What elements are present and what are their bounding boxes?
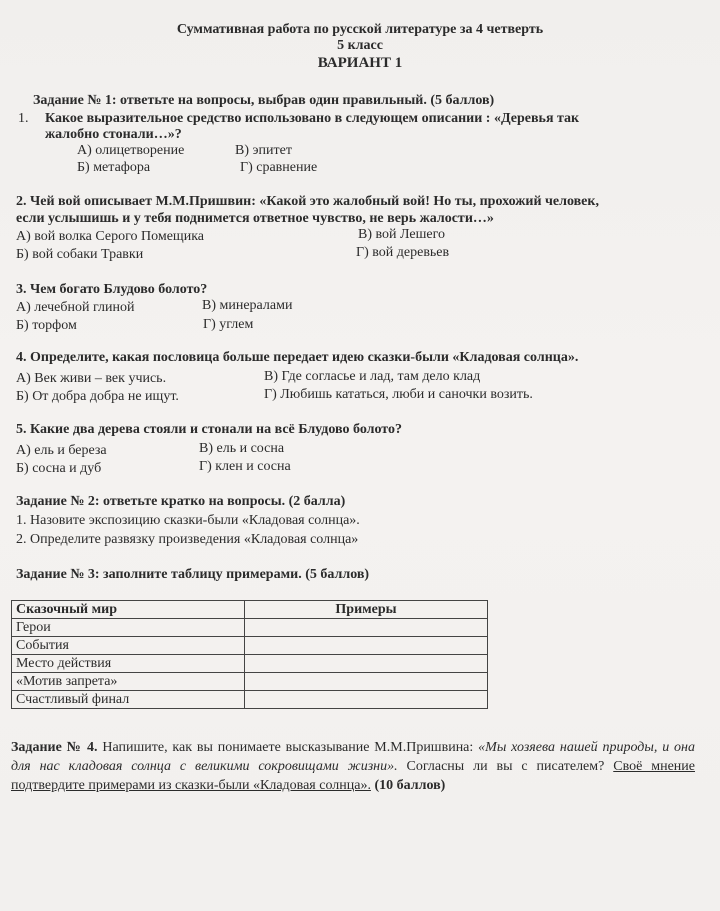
q5-text: 5. Какие два дерева стояли и стонали на всё Блудово болото?: [16, 422, 402, 437]
table-answer-cell[interactable]: [245, 637, 488, 655]
q1-number: 1.: [18, 111, 29, 126]
q4-option-c[interactable]: Б) От добра добра не ищут.: [16, 389, 179, 404]
q2-text-line2: если услышишь и у тебя поднимется ответное чувство, не верь жалости…»: [16, 211, 494, 226]
task4-label: Задание № 4.: [11, 740, 98, 755]
q4-option-a[interactable]: А) Век живи – век учись.: [16, 371, 167, 386]
task1-title: Задание № 1: ответьте на вопросы, выбрав один правильный. (5 баллов): [33, 93, 495, 108]
table-row-label: Счастливый финал: [12, 691, 245, 709]
q5-option-c[interactable]: Б) сосна и дуб: [16, 461, 102, 476]
q3-option-c[interactable]: Б) торфом: [16, 318, 77, 333]
q4-option-d[interactable]: Г) Любишь кататься, люби и саночки возить.: [264, 387, 533, 402]
table-row-label: Место действия: [12, 655, 245, 673]
q1-text-line1: Какое выразительное средство использовано в следующем описании : «Деревья так: [45, 111, 580, 126]
table-header-row: [12, 601, 488, 619]
q3-option-d[interactable]: Г) углем: [203, 317, 254, 332]
table-header-col1: Сказочный мир: [12, 601, 245, 619]
table-row: [12, 637, 488, 655]
task4-quote: «Мы хозяева нашей природы, и она для нас кладовая солнца с великими сокровищами жизни».: [11, 740, 696, 774]
table-answer-cell[interactable]: [245, 673, 488, 691]
q5-option-a[interactable]: А) ель и береза: [16, 443, 107, 458]
q2-option-a[interactable]: А) вой волка Серого Помещика: [16, 229, 205, 244]
table-row-label: Герои: [12, 619, 245, 637]
task4-paragraph: [11, 738, 695, 795]
task4-points: (10 баллов): [370, 778, 446, 793]
q1-text-line2: жалобно стонали…»?: [45, 127, 182, 142]
table-answer-cell[interactable]: [245, 655, 488, 673]
task2-item-1: 1. Назовите экспозицию сказки-были «Кладовая солнца».: [16, 513, 360, 528]
examples-table: [11, 600, 488, 709]
q1-option-d[interactable]: Г) сравнение: [240, 160, 318, 175]
variant-label: ВАРИАНТ 1: [317, 55, 403, 71]
q3-text: 3. Чем богато Блудово болото?: [16, 282, 208, 297]
q4-option-b[interactable]: В) Где согласье и лад, там дело клад: [264, 369, 481, 384]
worksheet-title: Суммативная работа по русской литературе за 4 четверть: [176, 22, 544, 37]
q5-option-d[interactable]: Г) клен и сосна: [199, 459, 291, 474]
q1-option-a[interactable]: А) олицетворение: [77, 143, 185, 158]
table-header-col2: Примеры: [245, 601, 488, 619]
q3-option-b[interactable]: В) минералами: [202, 298, 293, 313]
grade-label: 5 класс: [337, 38, 383, 53]
task2-item-2: 2. Определите развязку произведения «Кладовая солнца»: [16, 532, 359, 547]
q1-option-b[interactable]: В) эпитет: [235, 143, 292, 158]
table-row: [12, 619, 488, 637]
q3-option-a[interactable]: А) лечебной глиной: [16, 300, 135, 315]
table-answer-cell[interactable]: [245, 691, 488, 709]
q2-text-line1: 2. Чей вой описывает М.М.Пришвин: «Какой это жалобный вой! Но ты, прохожий человек,: [16, 194, 599, 209]
table-row-label: «Мотив запрета»: [12, 673, 245, 691]
task4-ask: Согласны ли вы с писателем?: [397, 759, 614, 774]
q5-option-b[interactable]: В) ель и сосна: [199, 441, 285, 456]
table-row: [12, 691, 488, 709]
table-row: [12, 655, 488, 673]
q2-option-d[interactable]: Г) вой деревьев: [356, 245, 450, 260]
table-answer-cell[interactable]: [245, 619, 488, 637]
task2-title: Задание № 2: ответьте кратко на вопросы. (2 балла): [16, 494, 346, 509]
task3-title: Задание № 3: заполните таблицу примерами. (5 баллов): [16, 567, 370, 582]
q1-option-c[interactable]: Б) метафора: [77, 160, 151, 175]
q4-text: 4. Определите, какая пословица больше передает идею сказки-были «Кладовая солнца».: [16, 350, 579, 365]
q2-option-c[interactable]: Б) вой собаки Травки: [16, 247, 144, 262]
table-row: [12, 673, 488, 691]
task4-intro: Напишите, как вы понимаете высказывание М.М.Пришвина:: [97, 740, 479, 755]
table-row-label: События: [12, 637, 245, 655]
task4-underlined: Своё мнение подтвердите примерами из сказки-были «Кладовая солнца».: [11, 759, 695, 793]
q2-option-b[interactable]: В) вой Лешего: [358, 227, 446, 242]
